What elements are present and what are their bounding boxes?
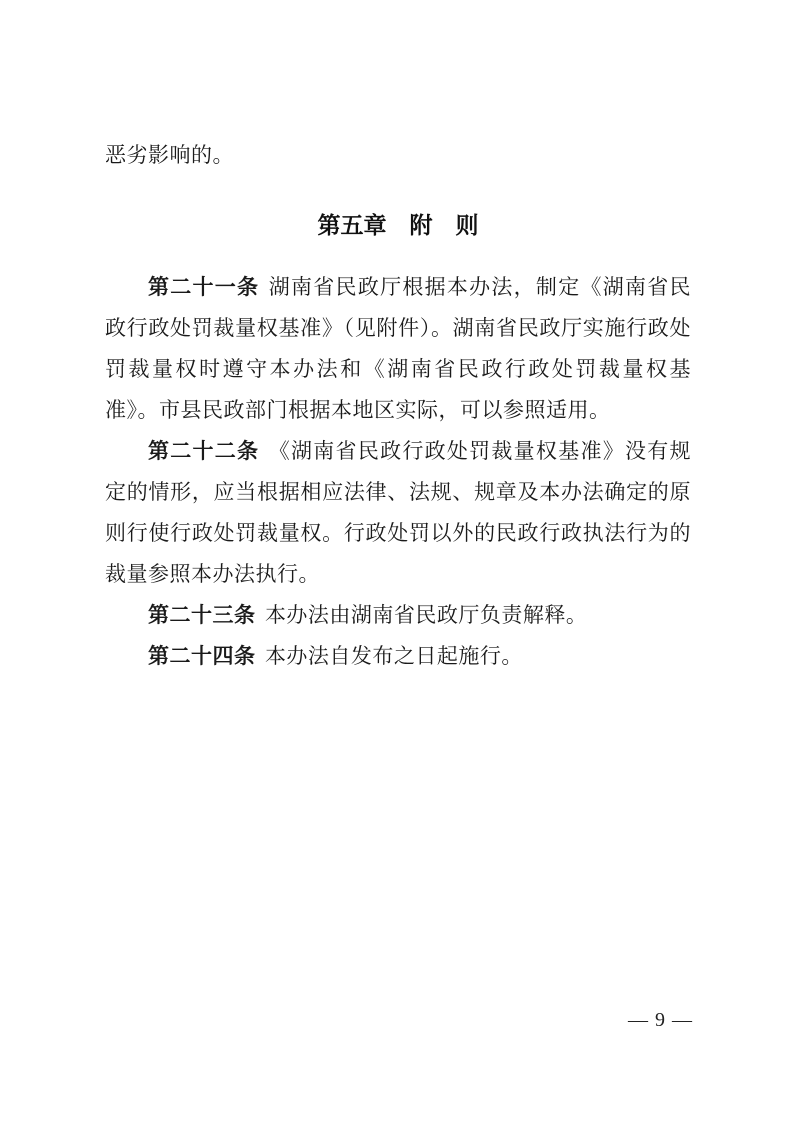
- article-paragraph: [105, 267, 691, 431]
- article-paragraph: [105, 431, 691, 595]
- continuation-paragraph-line: 恶劣影响的。: [105, 143, 234, 167]
- article-paragraph: [105, 595, 691, 636]
- article-paragraph: [105, 636, 691, 677]
- article-text: 本办法由湖南省民政厅负责解释。: [264, 603, 588, 627]
- article-text: 湖南省民政厅根据本办法，制定《湖南省民政行政处罚裁量权基准》（见附件）。湖南省民政厅实施行政处罚裁量权时遵守本办法和《湖南省民政行政处罚裁量权基准》。市县民政部门根据本地区实际，可以参照适用。: [105, 275, 692, 422]
- article-text: 《湖南省民政行政处罚裁量权基准》没有规定的情形，应当根据相应法律、法规、规章及本办法确定的原则行使行政处罚裁量权。行政处罚以外的民政行政执法行为的裁量参照本办法执行。: [105, 439, 692, 586]
- page-content: [105, 135, 691, 677]
- article-paragraphs: [105, 267, 691, 677]
- page-number: — 9 —: [628, 1009, 693, 1031]
- article-number: 第二十二条: [148, 439, 260, 463]
- article-number: 第二十三条: [148, 603, 256, 627]
- article-number: 第二十四条: [148, 644, 256, 668]
- article-text: 本办法自发布之日起施行。: [264, 644, 523, 668]
- article-number: 第二十一条: [148, 275, 260, 299]
- chapter-heading: 第五章 附 则: [317, 212, 479, 238]
